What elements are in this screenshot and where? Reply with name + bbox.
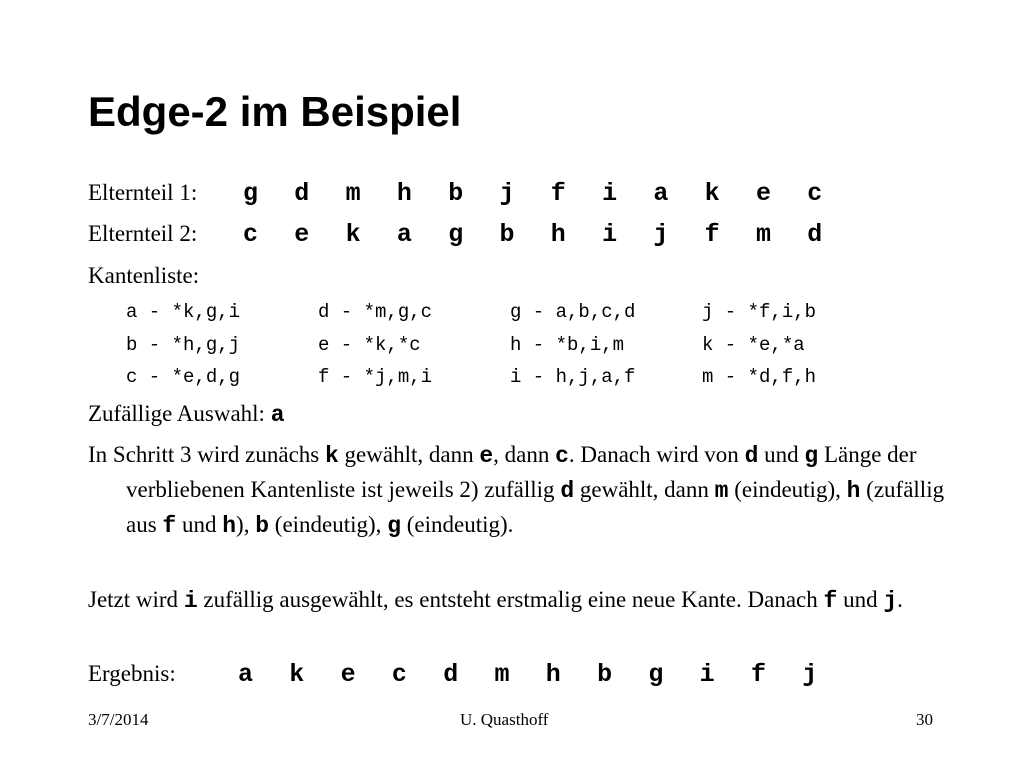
edge-entry: e - *k,*c	[318, 333, 421, 356]
sequence-item: i	[699, 660, 715, 689]
sequence-item: h	[550, 220, 566, 249]
footer-author: U. Quasthoff	[460, 710, 549, 729]
step3-text: In Schritt 3 wird zunächs	[88, 442, 325, 467]
footer-page-number: 30	[916, 710, 933, 729]
step3-text: ),	[236, 512, 256, 537]
edge-list-row	[126, 329, 894, 362]
node-h: h	[222, 513, 237, 539]
sequence-item: d	[443, 660, 459, 689]
result-row	[88, 658, 854, 691]
edge-entry: h - *b,i,m	[510, 333, 625, 356]
edge-list-label: Kantenliste:	[88, 263, 200, 288]
sequence-item: i	[602, 220, 618, 249]
parent2-row	[88, 218, 859, 251]
step3-text: und	[176, 512, 223, 537]
result-label: Ergebnis:	[88, 661, 176, 686]
node-c: c	[555, 443, 569, 469]
jetzt-text: .	[897, 587, 903, 612]
step3-text: gewählt, dann	[574, 477, 715, 502]
result-sequence	[238, 660, 854, 689]
sequence-item: j	[802, 660, 818, 689]
step3-text: gewählt, dann	[338, 442, 480, 467]
footer-date: 3/7/2014	[88, 710, 149, 729]
step3-text: . Danach wird von	[568, 442, 745, 467]
sequence-item: g	[448, 220, 464, 249]
sequence-item: m	[755, 220, 771, 249]
sequence-item: c	[243, 220, 259, 249]
sequence-item: g	[243, 179, 259, 208]
sequence-item: b	[597, 660, 613, 689]
sequence-item: f	[750, 660, 766, 689]
edge-list-row	[126, 296, 894, 329]
edge-entry: i - h,j,a,f	[510, 366, 636, 388]
random-choice-value: a	[270, 402, 285, 428]
node-j: j	[883, 588, 898, 614]
edge-entry: d - *m,g,c	[318, 301, 433, 323]
jetzt-paragraph	[88, 583, 976, 618]
node-d: d	[744, 443, 759, 469]
parent2-label: Elternteil 2:	[88, 221, 198, 246]
parent1-sequence	[243, 179, 859, 208]
sequence-item: m	[494, 660, 510, 689]
node-b: b	[255, 513, 270, 539]
edge-list-row	[126, 361, 894, 394]
step3-text: Länge der verbliebenen Kantenliste ist jeweils 2) zufällig	[126, 442, 917, 502]
edge-entry: k - *e,*a	[702, 333, 805, 356]
slide-title: Edge-2 im Beispiel	[88, 88, 462, 135]
sequence-item: a	[238, 660, 254, 689]
node-d: d	[560, 478, 575, 504]
step3-text: und	[758, 442, 805, 467]
sequence-item: h	[545, 660, 561, 689]
step3-text: (eindeutig),	[728, 477, 847, 502]
random-choice-row	[88, 398, 285, 431]
sequence-item: k	[345, 220, 361, 249]
jetzt-text: zufällig ausgewählt, es entsteht erstmalig eine neue Kante. Danach	[197, 587, 824, 612]
sequence-item: e	[294, 220, 310, 249]
sequence-item: j	[653, 220, 669, 249]
sequence-item: j	[499, 179, 515, 208]
sequence-item: f	[704, 220, 720, 249]
step3-text: (eindeutig).	[401, 512, 514, 537]
parent1-row	[88, 177, 859, 210]
sequence-item: h	[396, 179, 412, 208]
jetzt-text: Jetzt wird	[88, 587, 184, 612]
node-e: e	[479, 443, 494, 469]
sequence-item: d	[294, 179, 310, 208]
node-k: k	[324, 443, 339, 469]
step3-paragraph	[88, 438, 976, 543]
sequence-item: e	[755, 179, 771, 208]
sequence-item: a	[396, 220, 412, 249]
step3-text: (zufällig aus	[126, 477, 945, 537]
sequence-item: k	[704, 179, 720, 208]
sequence-item: b	[448, 179, 464, 208]
sequence-item: f	[550, 179, 566, 208]
sequence-item: b	[499, 220, 515, 249]
sequence-item: m	[345, 179, 361, 208]
node-h: h	[846, 478, 861, 504]
edge-entry: m - *d,f,h	[702, 366, 817, 388]
step3-text: , dann	[493, 442, 556, 467]
sequence-item: c	[391, 660, 407, 689]
node-m: m	[714, 478, 729, 504]
jetzt-text: und	[837, 587, 884, 612]
sequence-item: k	[289, 660, 305, 689]
edge-entry: a - *k,g,i	[126, 301, 241, 323]
node-f: f	[162, 513, 177, 539]
node-g: g	[804, 443, 819, 469]
sequence-item: a	[653, 179, 669, 208]
edge-entry: j - *f,i,b	[702, 301, 817, 323]
edge-entry: f - *j,m,i	[318, 366, 433, 388]
edge-entry: b - *h,g,j	[126, 333, 241, 356]
node-i: i	[183, 588, 198, 614]
sequence-item: g	[648, 660, 664, 689]
sequence-item: d	[807, 220, 823, 249]
node-f: f	[823, 588, 838, 614]
parent2-sequence	[243, 220, 859, 249]
sequence-item: e	[340, 660, 356, 689]
node-g: g	[387, 513, 401, 539]
edge-entry: c - *e,d,g	[126, 366, 241, 388]
random-choice-label: Zufällige Auswahl:	[88, 401, 265, 426]
parent1-label: Elternteil 1:	[88, 180, 198, 205]
edge-entry: g - a,b,c,d	[510, 301, 636, 323]
sequence-item: i	[602, 179, 618, 208]
edge-list-table	[126, 296, 894, 394]
step3-text: (eindeutig),	[269, 512, 388, 537]
sequence-item: c	[807, 179, 823, 208]
